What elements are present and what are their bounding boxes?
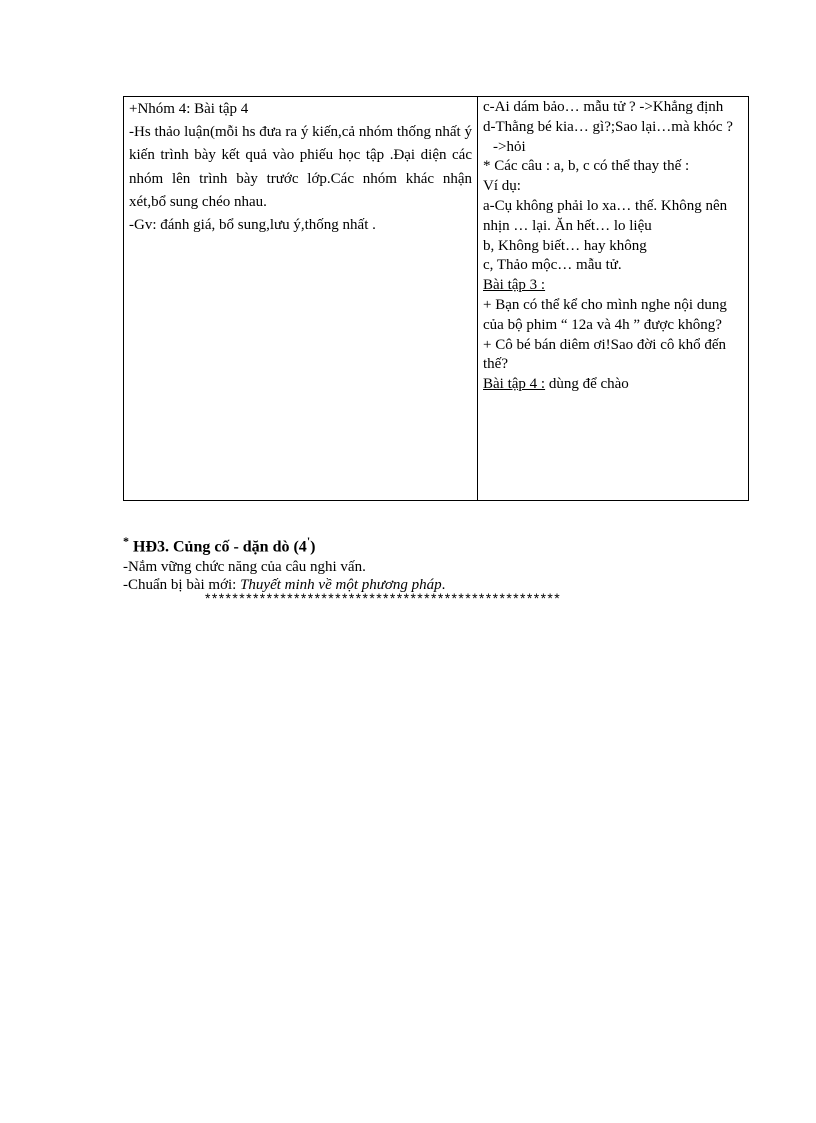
example-label: Ví dụ:: [483, 178, 521, 195]
example-c: c, Thảo mộc… mẫu tử.: [483, 257, 622, 274]
teacher-activity-text: -Gv: đánh giá, bổ sung,lưu ý,thống nhất .: [129, 217, 376, 234]
answer-c: c-Ai dám bảo… mẫu tử ? ->Khẳng định: [483, 99, 724, 115]
teacher-activity-cell: [124, 97, 478, 501]
exercise-3-line-2: + Cô bé bán diêm ơi!Sao đời cô khổ đến thế?: [483, 336, 727, 373]
exercise-4-title: Bài tập 4 :: [483, 376, 546, 393]
minute-mark: ': [306, 534, 311, 548]
table-row: [124, 97, 749, 501]
lesson-table: [123, 96, 749, 501]
replace-note: * Các câu : a, b, c có thể thay thế :: [483, 158, 690, 175]
summary-heading: [123, 530, 763, 558]
content-cell: [478, 97, 749, 501]
exercise-4-text: dùng để chào: [545, 376, 629, 393]
exercise-3-title: Bài tập 3 :: [483, 277, 546, 294]
summary-line-2-prefix: -Chuẩn bị bài mới:: [123, 577, 241, 594]
summary-line-2-end: .: [441, 577, 446, 594]
bullet-mark: *: [123, 534, 129, 548]
exercise-4: [483, 375, 743, 395]
summary-section: [123, 530, 763, 594]
answer-d-result: ->hỏi: [493, 138, 526, 155]
summary-heading-end: ): [310, 538, 316, 556]
example-b: b, Không biết… hay không: [483, 237, 647, 254]
student-activity-text: -Hs thảo luận(mỗi hs đưa ra ý kiến,cả nhóm thống nhất ý kiến trình bày kết quả vào phiếu học tập .Đại diện các nhóm lên trình bày trước lớp.Các nhóm khác nhận xét,bổ sung chéo nhau.: [129, 124, 472, 210]
next-lesson-title: Thuyết minh về một phương pháp: [240, 577, 442, 594]
summary-line-1: -Nắm vững chức năng của câu nghi vấn.: [123, 559, 366, 576]
group-heading: +Nhóm 4: Bài tập 4: [129, 101, 249, 117]
example-a: a-Cụ không phải lo xa… thế. Không nên nhịn … lại. Ăn hết… lo liệu: [483, 197, 728, 234]
star-divider: ****************************************************: [205, 590, 562, 606]
summary-heading-text: HĐ3. Củng cố - dặn dò (4: [133, 538, 307, 556]
exercise-3-line-1: + Bạn có thể kể cho mình nghe nội dung của bộ phim “ 12a và 4h ” được không?: [483, 296, 727, 333]
answer-d: d-Thằng bé kia… gì?;Sao lại…mà khóc ?: [483, 118, 733, 135]
